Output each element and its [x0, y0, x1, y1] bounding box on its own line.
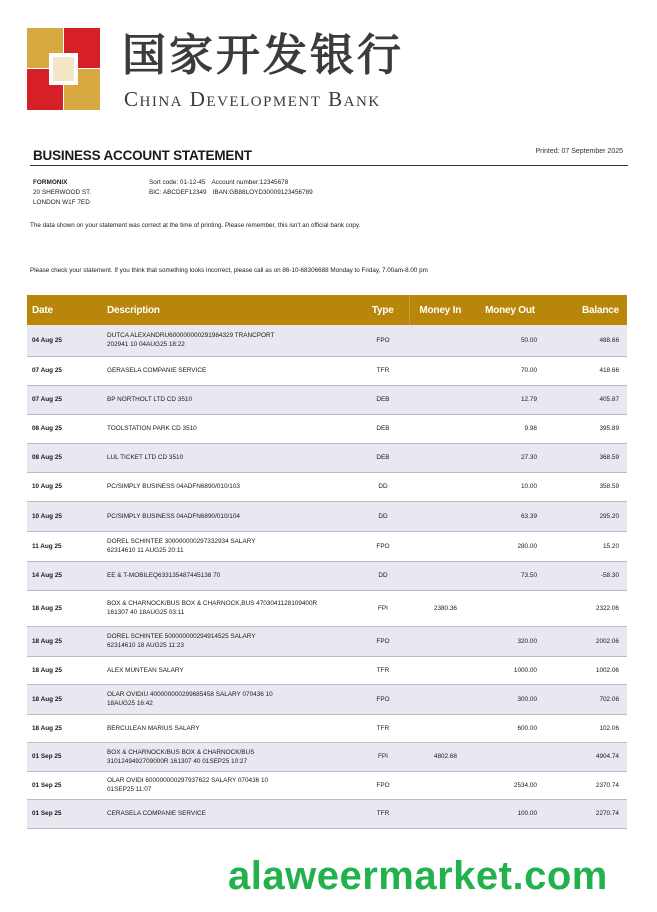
- table-row: [27, 385, 627, 414]
- row-money-in: [409, 656, 471, 684]
- bic-code: BIC: ABCDEF12349: [149, 189, 207, 196]
- row-balance: 488.66: [549, 325, 627, 356]
- account-details: [149, 178, 319, 198]
- row-money-out: 600.00: [471, 714, 549, 742]
- customer-address: [33, 178, 91, 208]
- row-money-out: 63.39: [471, 501, 549, 531]
- table-row: [27, 414, 627, 443]
- statement-title: BUSINESS ACCOUNT STATEMENT: [33, 148, 252, 163]
- table-row: [27, 561, 627, 590]
- row-date: 11 Aug 25: [27, 531, 107, 561]
- table-row: [27, 356, 627, 385]
- row-money-in: [409, 626, 471, 656]
- row-description-line-2: 62314610 18 AUG25 11:23: [107, 642, 184, 649]
- bank-name-english: China Development Bank: [124, 87, 381, 111]
- row-description: [107, 561, 357, 590]
- row-description-line-1: PC/SIMPLY BUSINESS 04ADFN6890/010/104: [107, 512, 240, 520]
- row-date: 18 Aug 25: [27, 684, 107, 714]
- row-balance: 102.06: [549, 714, 627, 742]
- table-row: [27, 684, 627, 714]
- row-description-line-1: TOOLSTATION PARK CD 3510: [107, 425, 197, 432]
- row-balance: 358.59: [549, 472, 627, 501]
- watermark-text: alaweermarket.com: [228, 854, 608, 898]
- row-description: [107, 356, 357, 385]
- row-date: 08 Aug 25: [27, 443, 107, 472]
- bank-logo-icon: [27, 28, 100, 110]
- row-date: 18 Aug 25: [27, 626, 107, 656]
- row-date: 07 Aug 25: [27, 356, 107, 385]
- row-money-in: [409, 531, 471, 561]
- table-row: [27, 531, 627, 561]
- row-money-in: [409, 414, 471, 443]
- row-description: [107, 472, 357, 501]
- row-money-out: [471, 590, 549, 626]
- row-balance: 15.20: [549, 531, 627, 561]
- row-type: TFR: [357, 799, 409, 828]
- table-row: [27, 799, 627, 828]
- header-money-out: Money Out: [471, 295, 549, 325]
- row-description: [107, 742, 357, 771]
- address-line-2: LONDON W1F 7ED: [33, 199, 90, 206]
- row-description-line-1: BOX & CHARNOCK/BUS BOX & CHARNOCK,BUS 4703041128109400R: [107, 600, 318, 607]
- row-balance: 2322.06: [549, 590, 627, 626]
- row-description-line-1: PC/SIMPLY BUSINESS 04ADFN6890/010/103: [107, 483, 240, 490]
- row-money-in: [409, 771, 471, 799]
- header-balance: Balance: [549, 295, 627, 325]
- row-description-line-1: GERASELA COMPANIE SERVICE: [107, 367, 207, 374]
- row-type: DEB: [357, 443, 409, 472]
- row-type: FPO: [357, 325, 409, 356]
- row-money-in: [409, 385, 471, 414]
- row-type: TFR: [357, 714, 409, 742]
- row-balance: 368.59: [549, 443, 627, 472]
- row-money-out: 100.00: [471, 799, 549, 828]
- row-description-line-1: LUL TICKET LTD CD 3510: [107, 454, 184, 461]
- row-date: 10 Aug 25: [27, 472, 107, 501]
- row-money-in: 4802.68: [409, 742, 471, 771]
- table-row: [27, 443, 627, 472]
- row-description: [107, 531, 357, 561]
- row-description-line-1: DOREL SCHINTEE 500000000294914525 SALARY: [107, 633, 256, 640]
- row-money-out: 320.00: [471, 626, 549, 656]
- row-description: [107, 684, 357, 714]
- row-description: [107, 771, 357, 799]
- table-row: [27, 656, 627, 684]
- row-date: 18 Aug 25: [27, 656, 107, 684]
- iban-code: IBAN:GB88LOYD30009123456789: [212, 189, 313, 196]
- row-money-out: 12.79: [471, 385, 549, 414]
- row-money-out: 9.98: [471, 414, 549, 443]
- row-money-in: [409, 472, 471, 501]
- row-date: 08 Aug 25: [27, 414, 107, 443]
- row-date: 01 Sep 25: [27, 771, 107, 799]
- address-line-1: 20 SHERWOOD ST.: [33, 189, 92, 196]
- row-balance: 405.87: [549, 385, 627, 414]
- row-type: FPO: [357, 771, 409, 799]
- row-description-line-1: BERCULEAN MARIUS SALARY: [107, 724, 200, 732]
- row-date: 18 Aug 25: [27, 590, 107, 626]
- row-balance: 295.20: [549, 501, 627, 531]
- notice-contact: Please check your statement. If you think that something looks incorrect, please call as on 86-10-68306688 Monday to Friday, 7.00am-8.00 pm: [30, 267, 428, 274]
- table-row: [27, 590, 627, 626]
- table-row: [27, 771, 627, 799]
- row-money-out: 27.30: [471, 443, 549, 472]
- row-description: [107, 799, 357, 828]
- row-type: TFR: [357, 656, 409, 684]
- table-row: [27, 501, 627, 531]
- row-date: 01 Sep 25: [27, 799, 107, 828]
- row-type: DEB: [357, 414, 409, 443]
- row-description-line-1: OLAR OVIDIU 400000000299685458 SALARY 070436 10: [107, 691, 273, 698]
- row-description-line-1: BP NORTHOLT LTD CD 3510: [107, 396, 192, 403]
- row-money-in: [409, 561, 471, 590]
- row-type: FPO: [357, 684, 409, 714]
- bank-name-chinese: 国家开发银行: [122, 30, 404, 81]
- row-balance: 2002.06: [549, 626, 627, 656]
- transactions-table: [27, 295, 627, 829]
- row-description-line-2: 161307 40 18AUG25 03:11: [107, 609, 185, 616]
- row-date: 10 Aug 25: [27, 501, 107, 531]
- row-money-in: [409, 356, 471, 385]
- row-money-out: 280.00: [471, 531, 549, 561]
- title-divider: [30, 165, 628, 166]
- row-money-out: 1000.00: [471, 656, 549, 684]
- customer-name: FORMONIX: [33, 179, 68, 186]
- table-row: [27, 626, 627, 656]
- row-money-out: 2534.00: [471, 771, 549, 799]
- header-money-in: Money In: [409, 295, 471, 325]
- account-number: Account number:12345678: [211, 179, 289, 186]
- row-type: DD: [357, 561, 409, 590]
- row-money-out: 73.50: [471, 561, 549, 590]
- row-description: [107, 590, 357, 626]
- row-type: DEB: [357, 385, 409, 414]
- row-type: FPO: [357, 626, 409, 656]
- row-balance: 418.66: [549, 356, 627, 385]
- row-description-line-2: 3101249492709000R 161307 40 01SEP25 10:27: [107, 757, 248, 765]
- row-date: 04 Aug 25: [27, 325, 107, 356]
- sort-code: Sort code: 01-12-45: [149, 179, 206, 186]
- row-balance: 702.06: [549, 684, 627, 714]
- row-description: [107, 626, 357, 656]
- row-description-line-2: 01SEP25 11:07: [107, 786, 152, 793]
- row-money-in: [409, 684, 471, 714]
- row-date: 07 Aug 25: [27, 385, 107, 414]
- row-description: [107, 501, 357, 531]
- row-description-line-2: 62314610 11 AUG25 20:11: [107, 547, 184, 554]
- row-description: [107, 325, 357, 356]
- row-description-line-1: ALEX MUNTEAN SALARY: [107, 666, 184, 674]
- table-row: [27, 325, 627, 356]
- header-date: Date: [27, 295, 107, 325]
- row-balance: 4904.74: [549, 742, 627, 771]
- row-money-in: [409, 443, 471, 472]
- row-balance: 395.89: [549, 414, 627, 443]
- row-description: [107, 414, 357, 443]
- table-row: [27, 714, 627, 742]
- table-row: [27, 472, 627, 501]
- row-description-line-1: OLAR OVIDI 600000000297937622 SALARY 070436 10: [107, 777, 269, 784]
- row-type: FPO: [357, 531, 409, 561]
- row-money-in: 2380.36: [409, 590, 471, 626]
- row-date: 18 Aug 25: [27, 714, 107, 742]
- header-description: Description: [107, 295, 357, 325]
- row-date: 14 Aug 25: [27, 561, 107, 590]
- row-description-line-1: DUTCA ALEXANDRU600000000291984329 TRANCPORT: [107, 332, 275, 340]
- row-money-in: [409, 325, 471, 356]
- row-description: [107, 656, 357, 684]
- row-balance: 2370.74: [549, 771, 627, 799]
- row-type: DD: [357, 501, 409, 531]
- row-money-out: 300.00: [471, 684, 549, 714]
- row-money-out: 50.00: [471, 325, 549, 356]
- row-description-line-1: CERASELA COMPANIE SERVICE: [107, 810, 206, 817]
- row-description-line-2: 202941 10 04AUG25 18:22: [107, 341, 185, 349]
- row-description-line-2: 18AUG25 16:42: [107, 700, 153, 707]
- row-date: 01 Sep 25: [27, 742, 107, 771]
- row-money-out: 70.00: [471, 356, 549, 385]
- row-money-in: [409, 799, 471, 828]
- row-description: [107, 714, 357, 742]
- row-description-line-1: DOREL SCHINTEE 300000000297332934 SALARY: [107, 538, 256, 545]
- row-money-in: [409, 714, 471, 742]
- row-type: TFR: [357, 356, 409, 385]
- table-header-row: [27, 295, 627, 325]
- printed-date: Printed: 07 September 2025: [535, 148, 623, 155]
- table-row: [27, 742, 627, 771]
- row-description-line-1: BOX & CHARNOCK/BUS BOX & CHARNOCK/BUS: [107, 748, 255, 756]
- row-type: FPI: [357, 742, 409, 771]
- row-money-out: [471, 742, 549, 771]
- row-money-in: [409, 501, 471, 531]
- row-balance: 2270.74: [549, 799, 627, 828]
- row-description-line-1: EE & T-MOBILEQ633135487445138 70: [107, 572, 221, 579]
- row-description: [107, 443, 357, 472]
- notice-disclaimer: The data shown on your statement was correct at the time of printing. Please remember, this isn't an official bank copy.: [30, 222, 361, 229]
- header-type: Type: [357, 295, 409, 325]
- row-money-out: 10.00: [471, 472, 549, 501]
- row-type: DD: [357, 472, 409, 501]
- row-balance: -58.30: [549, 561, 627, 590]
- row-balance: 1002.06: [549, 656, 627, 684]
- row-type: FPI: [357, 590, 409, 626]
- row-description: [107, 385, 357, 414]
